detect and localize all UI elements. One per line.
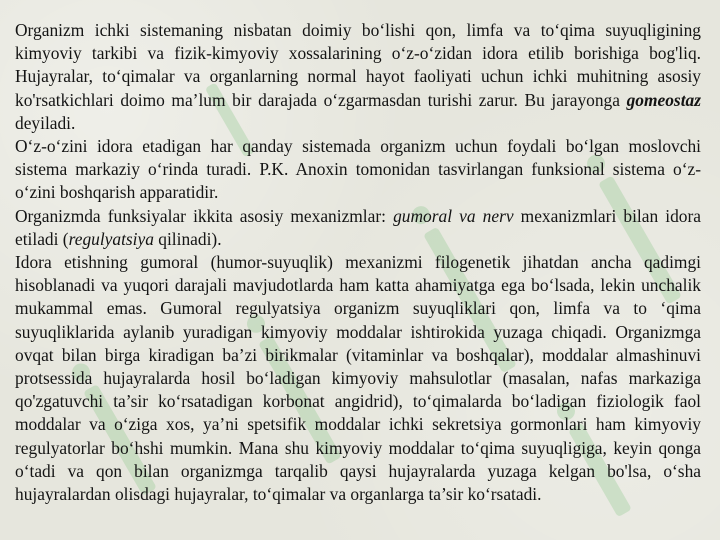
paragraph-text: qilinadi). (153, 228, 222, 249)
paragraph-homeostasis (15, 19, 701, 135)
paragraph-text: deyiladi. (15, 112, 76, 133)
paragraph-self-regulation: O‘z-o‘zini idora etadigan har qanday sistemada organizm uchun foydali bo‘lgan moslovchi sistema markaziy o‘rinda turadi. P.K. Anoxin tomonidan tasvirlangan funksional sistema o‘z-o‘zini boshqarish apparatidir. (15, 136, 701, 203)
paragraph-humoral-regulation: Idora etishning gumoral (humor-suyuqlik) mexanizmi filogenetik jihatdan ancha qadimgi hisoblanadi va yuqori darajali mavjudotlarda ham katta ahamiyatga ega bo‘lsada, lekin unchalik mukammal emas. Gumoral regulyatsiya organizm suyuqliklari qon, limfa va to ‘qima suyuqliklarida aylanib yuradigan kimyoviy moddalar ishtirokida yuzaga chiqadi. Organizmga ovqat bilan birga kiradigan ba’zi birikmalar (vitaminlar va boshqalar), moddalar almashinuvi protsessida hujayralarda hosil bo‘ladigan kimyoviy mahsulotlar (masalan, nafas markaziga qo'zgatuvchi ta’sir ko‘rsatadigan korbonat angidrid), to‘qimalarda bo‘ladigan fiziologik faol moddalar va o‘ziga xos, ya’ni spetsifik moddalar ichki sekretsiya gormonlari ham kimyoviy regulyatorlar bo‘hshi mumkin. Mana shu kimyoviy moddalar to‘qima suyuqligiga, keyin qonga o‘tadi va qon bilan organizmga tarqalib qaysi hujayralarda yuzaga kelgan bo'lsa, o‘sha hujayralardan olisdagi hujayralar, to‘qimalar va organlarga ta’sir ko‘rsatadi. (15, 252, 701, 505)
term-regulyatsiya: regulyatsiya (68, 228, 154, 249)
paragraph-text: mexanizmlari bilan idora etiladi ( (15, 205, 701, 249)
document-body (15, 19, 701, 506)
term-gomeostaz: gomeostaz (626, 89, 701, 110)
paragraph-mechanisms (15, 205, 701, 251)
paragraph-text: Organizmda funksiyalar ikkita asosiy mexanizmlar: (15, 205, 394, 226)
term-gumoral-va-nerv: gumoral va nerv (393, 205, 514, 226)
paragraph-text: Organizm ichki sistemaning nisbatan doimiy bo‘lishi qon, limfa va to‘qima suyuqligining kimyoviy tarkibi va fizik-kimyoviy xossalarining o‘z-o‘zidan idora etilib borishiga bog'liq. Hujayralar, to‘qimalar va organlarning normal hayot faoliyati uchun ichki muhitning asosiy ko'rsatkichlari doimo ma’lum bir darajada o‘zgarmasdan turishi zarur. Bu jarayonga (15, 20, 701, 110)
